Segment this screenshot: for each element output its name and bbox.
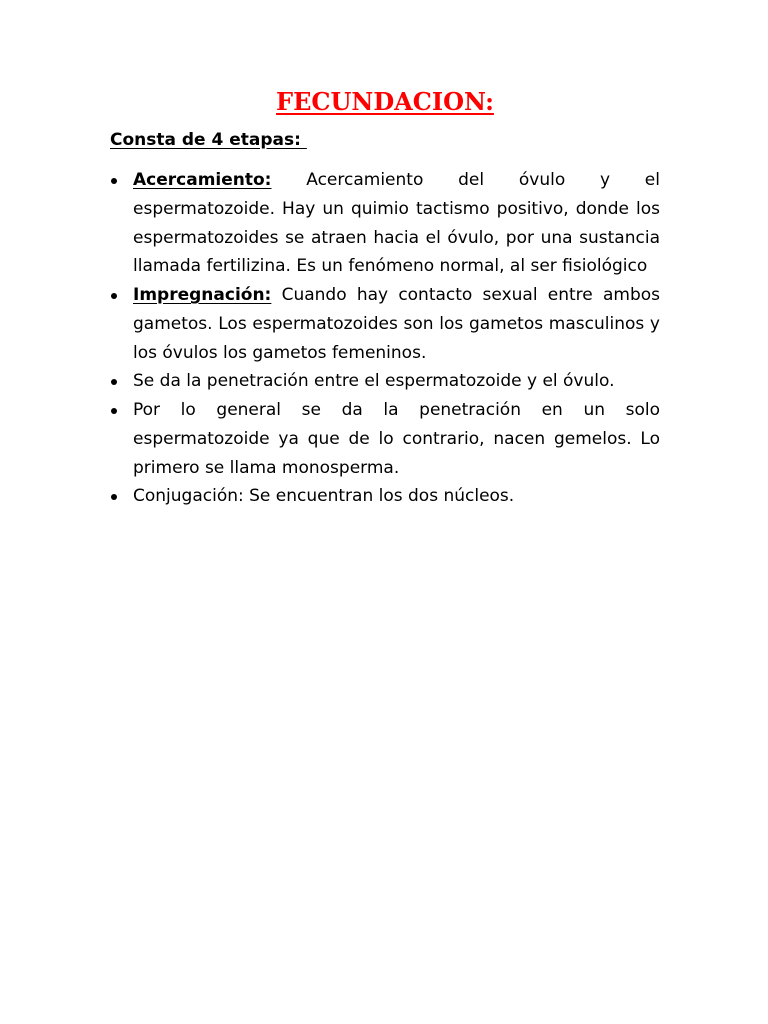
bullet-icon: [111, 178, 117, 184]
item-term: Acercamiento:: [133, 170, 272, 190]
bullet-icon: [111, 408, 117, 414]
page-title: FECUNDACION:: [276, 87, 494, 116]
bullet-icon: [111, 379, 117, 385]
list-item-impregnacion: [110, 281, 660, 367]
list-item-conjugacion: [110, 482, 660, 511]
bullet-icon: [111, 293, 117, 299]
item-text: Acercamiento del óvulo y el espermatozoide. Hay un quimio tactismo positivo, donde los espermatozoides se atraen hacia el óvulo, por una sustancia llamada fertilizina. Es un fenómeno normal, al ser fisiológico: [133, 170, 660, 277]
item-text: Por lo general se da la penetración en un solo espermatozoide ya que de lo contrario, nacen gemelos. Lo primero se llama monosperma.: [133, 400, 660, 478]
item-term: Impregnación:: [133, 285, 272, 305]
item-text: Conjugación: Se encuentran los dos núcleos.: [133, 486, 515, 507]
bullet-icon: [111, 494, 117, 500]
item-text: Se da la penetración entre el espermatozoide y el óvulo.: [133, 371, 615, 392]
section-subtitle: Consta de 4 etapas:: [110, 130, 307, 150]
list-item-acercamiento: [110, 166, 660, 281]
stages-list: [110, 166, 660, 511]
item-text: Cuando hay contacto sexual entre ambos gametos. Los espermatozoides son los gametos masculinos y los óvulos los gametos femeninos.: [133, 285, 660, 363]
list-item-penetracion: [110, 367, 660, 396]
list-item-monosperma: [110, 396, 660, 482]
